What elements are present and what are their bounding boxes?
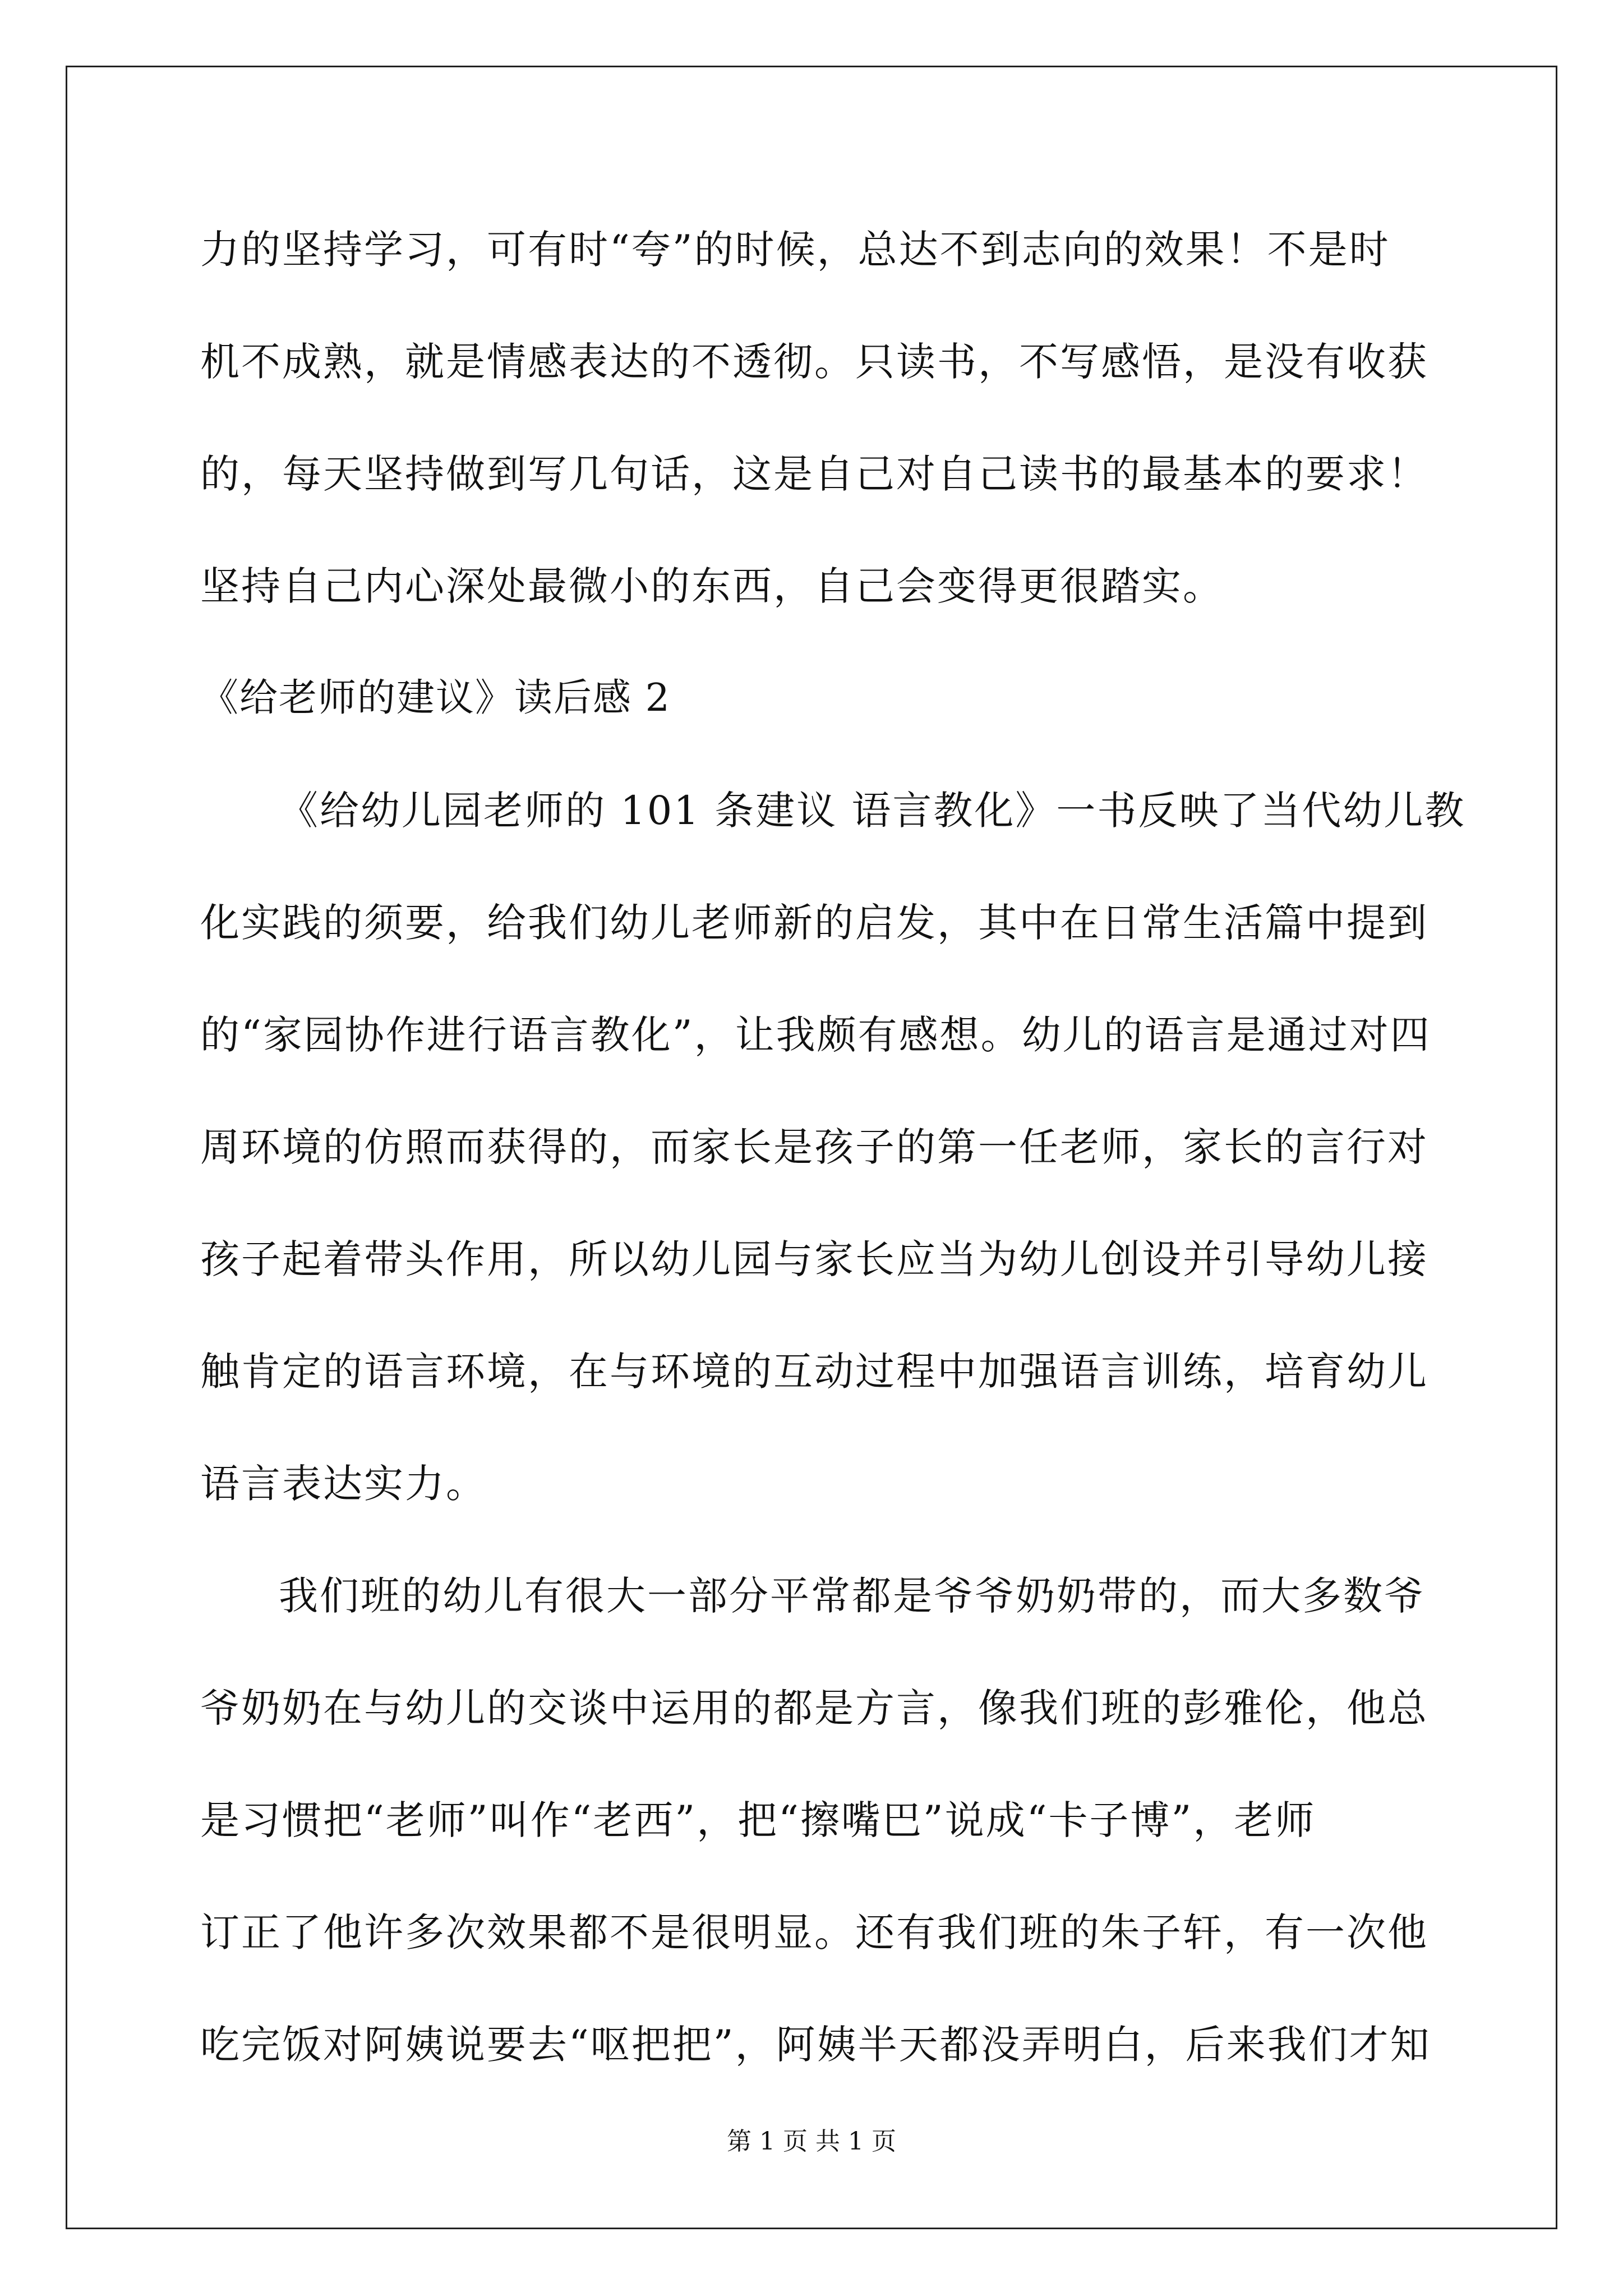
text-line: 周环境的仿照而获得的，而家长是孩子的第一任老师，家长的言行对: [200, 1124, 1428, 1170]
text-line: 的“家园协作进行语言教化”，让我颇有感想。幼儿的语言是通过对四: [200, 1012, 1431, 1058]
text-line: 机不成熟，就是情感表达的不透彻。只读书，不写感悟，是没有收获: [200, 339, 1428, 385]
page-footer: 第 1 页 共 1 页: [727, 2127, 896, 2156]
text-line: 力的坚持学习，可有时“夸”的时候，总达不到志向的效果！不是时: [200, 227, 1390, 273]
section-heading: 《给老师的建议》读后感 2: [200, 676, 671, 720]
text-line: 触肯定的语言环境，在与环境的互动过程中加强语言训练，培育幼儿: [200, 1349, 1428, 1395]
text-line: 《给幼儿园老师的 101 条建议 语言教化》一书反映了当代幼儿教: [279, 788, 1466, 834]
text-line: 化实践的须要，给我们幼儿老师新的启发，其中在日常生活篇中提到: [200, 900, 1428, 946]
text-line: 坚持自己内心深处最微小的东西，自己会变得更很踏实。: [200, 563, 1224, 609]
text-line: 爷奶奶在与幼儿的交谈中运用的都是方言，像我们班的彭雅伦，他总: [200, 1685, 1428, 1731]
text-line: 订正了他许多次效果都不是很明显。还有我们班的朱子轩，有一次他: [200, 1910, 1428, 1955]
text-line: 语言表达实力。: [200, 1461, 487, 1507]
document-body: [200, 194, 1466, 2101]
text-line: 孩子起着带头作用，所以幼儿园与家长应当为幼儿创设并引导幼儿接: [200, 1236, 1428, 1282]
text-line: 吃完饭对阿姨说要去“呕把把”，阿姨半天都没弄明白，后来我们才知: [200, 2022, 1431, 2068]
text-line: 我们班的幼儿有很大一部分平常都是爷爷奶奶带的，而大多数爷: [279, 1573, 1425, 1619]
text-line: 的，每天坚持做到写几句话，这是自己对自己读书的最基本的要求！: [200, 451, 1428, 497]
text-line: 是习惯把“老师”叫作“老西”，把“擦嘴巴”说成“卡子博”，老师: [200, 1797, 1316, 1843]
